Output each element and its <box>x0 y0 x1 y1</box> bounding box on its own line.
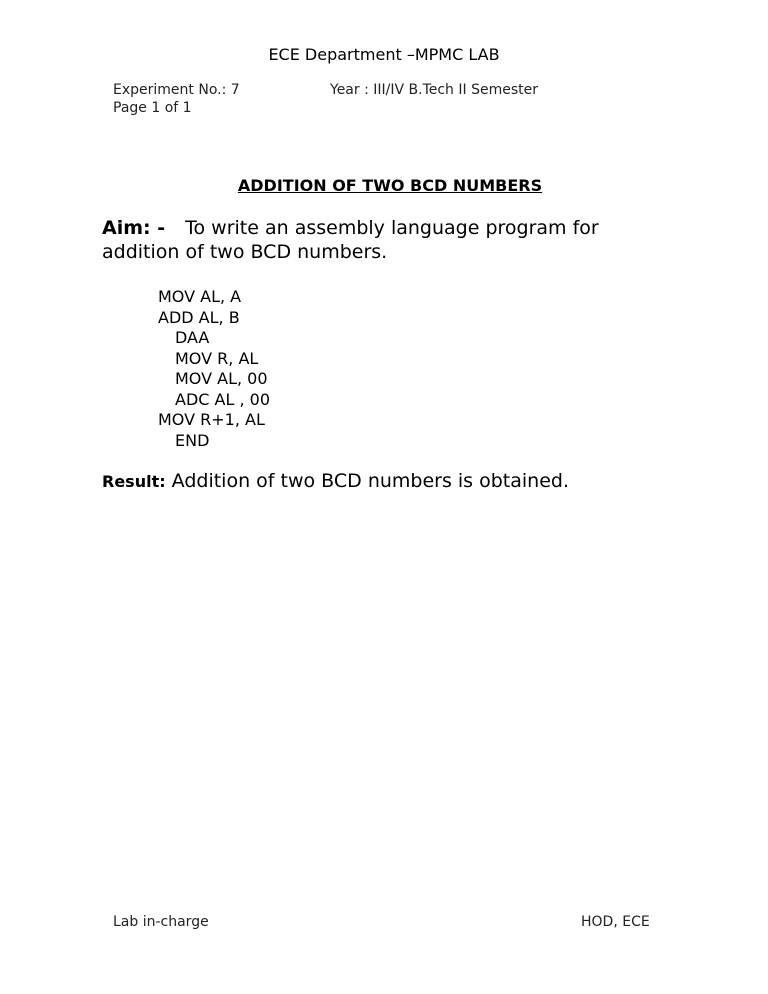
aim-text: To write an assembly language program for addition of two BCD numbers. <box>102 217 599 263</box>
result-section <box>102 470 569 492</box>
code-line: END <box>175 430 210 450</box>
code-line: MOV AL, A <box>158 287 242 306</box>
header-title: ECE Department –MPMC LAB <box>268 45 500 64</box>
result-label: Result: <box>102 472 166 491</box>
code-line: ADD AL, B <box>158 307 240 327</box>
code-line: MOV R, AL <box>175 348 259 368</box>
code-line: DAA <box>175 328 210 347</box>
code-line: ADC AL , 00 <box>175 389 270 409</box>
year-semester: Year : III/IV B.Tech II Semester <box>330 82 538 98</box>
aim-section <box>102 216 662 264</box>
page-number: Page 1 of 1 <box>113 100 192 116</box>
document-title: ADDITION OF TWO BCD NUMBERS <box>237 176 543 195</box>
code-line: MOV AL, 00 <box>175 369 268 388</box>
experiment-number: Experiment No.: 7 <box>113 82 240 98</box>
footer-hod: HOD, ECE <box>581 914 650 930</box>
code-line: MOV R+1, AL <box>158 410 265 429</box>
footer-lab-incharge: Lab in-charge <box>113 914 209 930</box>
result-text: Addition of two BCD numbers is obtained. <box>171 470 570 492</box>
aim-label: Aim: - <box>102 217 166 239</box>
